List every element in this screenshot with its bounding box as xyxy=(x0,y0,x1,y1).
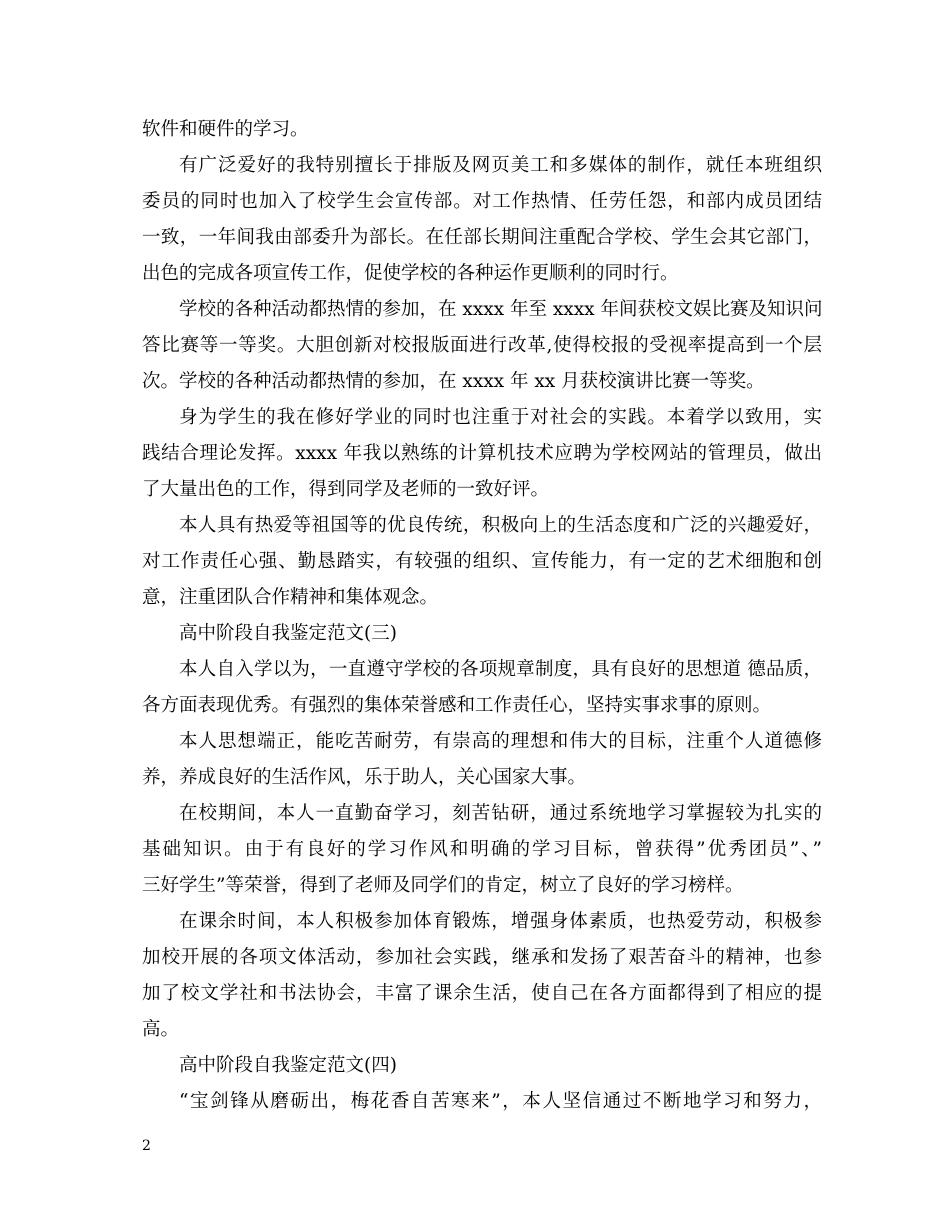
text-line: 在校期间，本人一直勤奋学习，刻苦钻研，通过系统地学习掌握较为扎实的 xyxy=(179,803,822,824)
text-line: 软件和硬件的学习。 xyxy=(142,119,309,140)
text-line: 本人思想端正，能吃苦耐劳，有崇高的理想和伟大的目标，注重个人道德修 xyxy=(179,731,822,752)
section-heading: 高中阶段自我鉴定范文(三) xyxy=(179,623,397,644)
section-heading: 高中阶段自我鉴定范文(四) xyxy=(179,1055,397,1076)
text-line: 身为学生的我在修好学业的同时也注重于对社会的实践。本着学以致用，实 xyxy=(179,407,822,428)
text-line: 高。 xyxy=(142,1019,180,1040)
text-line: 次。学校的各种活动都热情的参加，在 xxxx 年 xx 月获校演讲比赛一等奖。 xyxy=(142,371,765,392)
text-line: 基础知识。由于有良好的学习作风和明确的学习目标，曾获得”优秀团员”、” xyxy=(142,839,822,860)
text-line: 答比赛等一等奖。大胆创新对校报版面进行改革,使得校报的受视率提高到一个层 xyxy=(142,335,822,356)
text-line: 学校的各种活动都热情的参加，在 xxxx 年至 xxxx 年间获校文娱比赛及知识问 xyxy=(179,299,823,320)
text-line: 对工作责任心强、勤恳踏实，有较强的组织、宣传能力，有一定的艺术细胞和创 xyxy=(142,551,822,572)
text-line: 各方面表现优秀。有强烈的集体荣誉感和工作责任心，坚持实事求事的原则。 xyxy=(142,695,772,716)
text-line: 一致，一年间我由部委升为部长。在任部长期间注重配合学校、学生会其它部门， xyxy=(142,227,822,248)
text-line: 有广泛爱好的我特别擅长于排版及网页美工和多媒体的制作，就任本班组织 xyxy=(179,155,822,176)
page-number: 2 xyxy=(142,1138,151,1154)
text-line: 了大量出色的工作，得到同学及老师的一致好评。 xyxy=(142,479,550,500)
text-line: 加校开展的各项文体活动，参加社会实践，继承和发扬了艰苦奋斗的精神，也参 xyxy=(142,947,822,968)
text-line: 加了校文学社和书法协会，丰富了课余生活，使自己在各方面都得到了相应的提 xyxy=(142,983,822,1004)
text-line: 践结合理论发挥。xxxx 年我以熟练的计算机技术应聘为学校网站的管理员，做出 xyxy=(142,443,822,464)
text-line: 三好学生”等荣誉，得到了老师及同学们的肯定，树立了良好的学习榜样。 xyxy=(142,875,744,896)
text-line: 委员的同时也加入了校学生会宣传部。对工作热情、任劳任怨，和部内成员团结 xyxy=(142,191,822,212)
text-line: 养，养成良好的生活作风，乐于助人，关心国家大事。 xyxy=(142,767,587,788)
text-line: “宝剑锋从磨砺出，梅花香自苦寒来”，本人坚信通过不断地学习和努力， xyxy=(179,1091,822,1112)
text-line: 在课余时间，本人积极参加体育锻炼，增强身体素质，也热爱劳动，积极参 xyxy=(179,911,822,932)
text-line: 本人自入学以为，一直遵守学校的各项规章制度，具有良好的思想道 德品质， xyxy=(179,659,822,680)
text-line: 出色的完成各项宣传工作，促使学校的各种运作更顺利的同时行。 xyxy=(142,263,679,284)
text-line: 本人具有热爱等祖国等的优良传统，积极向上的生活态度和广泛的兴趣爱好， xyxy=(179,515,822,536)
text-line: 意，注重团队合作精神和集体观念。 xyxy=(142,587,439,608)
